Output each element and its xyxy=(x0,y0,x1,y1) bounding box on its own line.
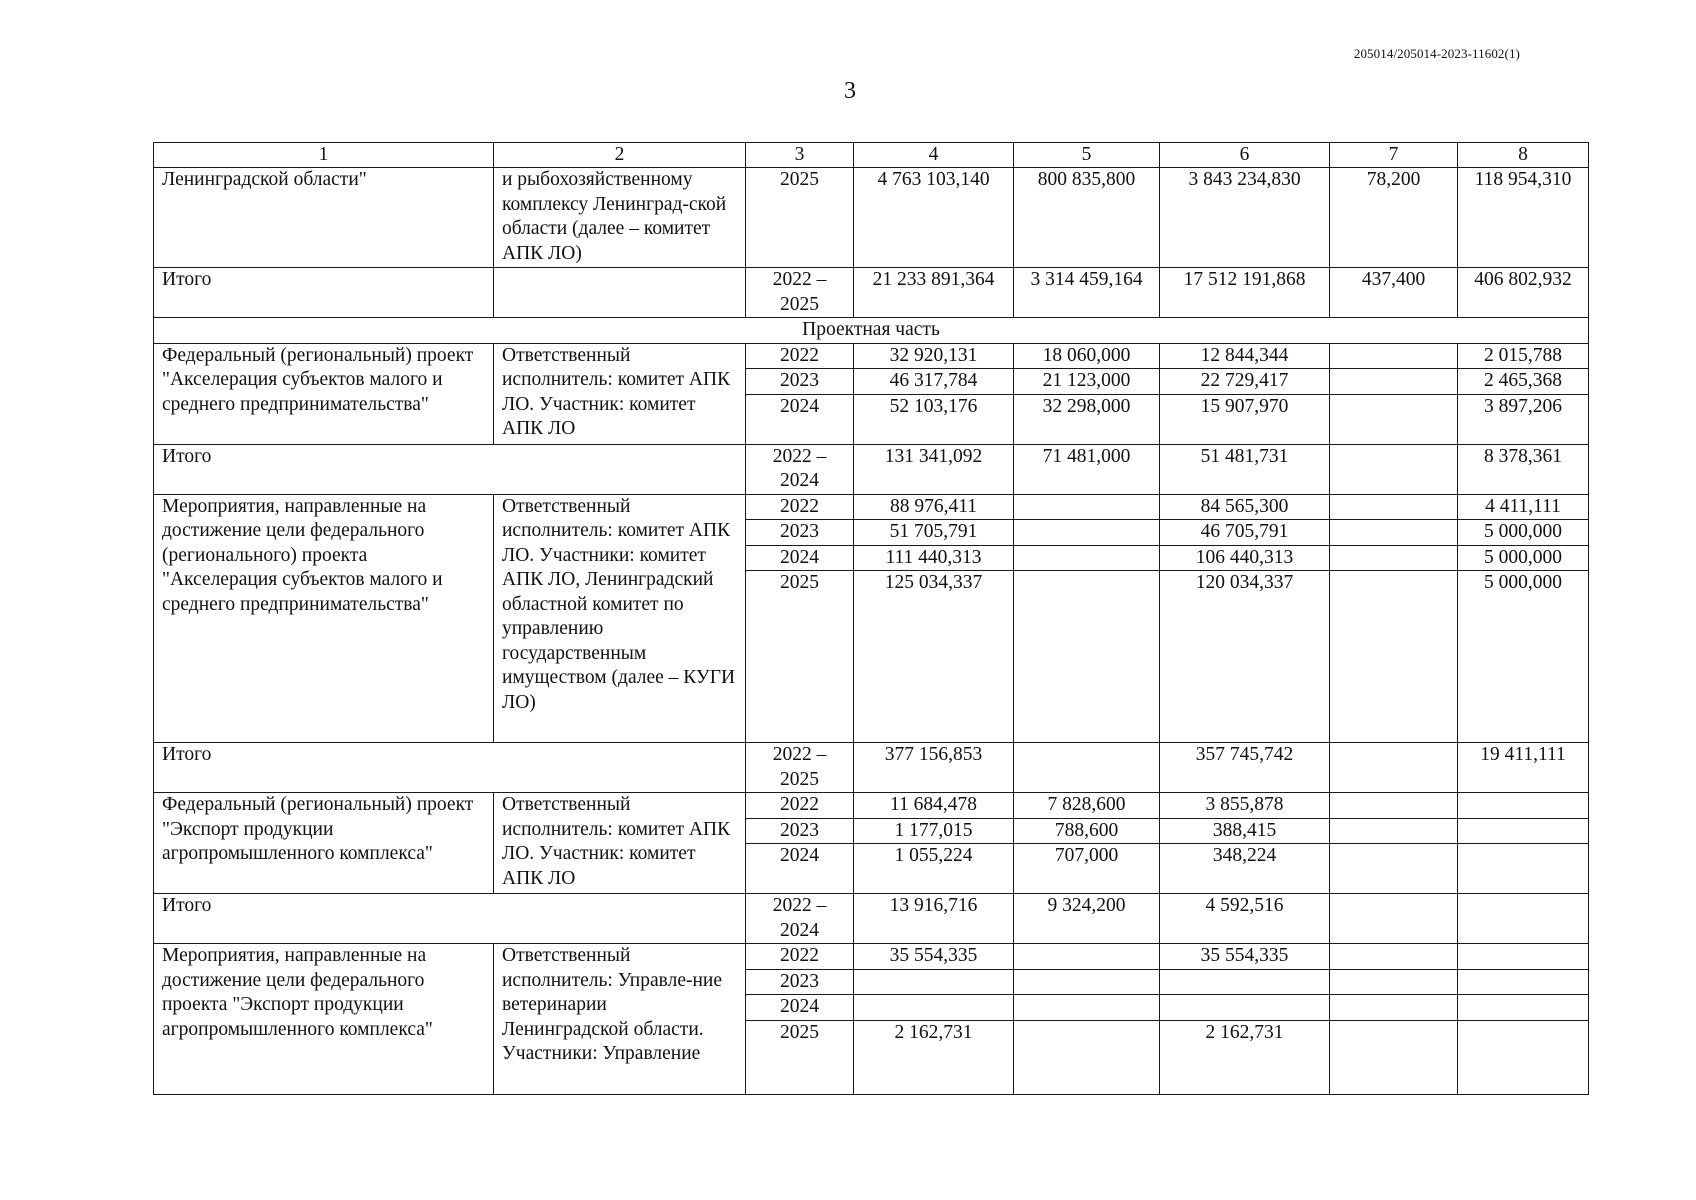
value-cell xyxy=(1458,818,1589,844)
value-cell xyxy=(1330,743,1458,793)
table-row xyxy=(154,168,1589,268)
value-cell xyxy=(1014,969,1160,995)
value-cell: 78,200 xyxy=(1330,168,1458,268)
total-row xyxy=(154,894,1589,944)
value-cell xyxy=(1014,545,1160,571)
value-cell xyxy=(1458,969,1589,995)
value-cell: 9 324,200 xyxy=(1014,894,1160,944)
empty-cell xyxy=(494,268,746,318)
total-label: Итого xyxy=(154,894,746,944)
value-cell: 21 233 891,364 xyxy=(854,268,1014,318)
table-row xyxy=(154,494,1589,520)
year-range-cell: 2022 – 2024 xyxy=(746,894,854,944)
value-cell: 5 000,000 xyxy=(1458,520,1589,546)
value-cell: 406 802,932 xyxy=(1458,268,1589,318)
value-cell: 437,400 xyxy=(1330,268,1458,318)
value-cell: 348,224 xyxy=(1160,844,1330,894)
section-title: Проектная часть xyxy=(154,318,1589,344)
year-cell: 2022 xyxy=(746,944,854,970)
value-cell: 1 177,015 xyxy=(854,818,1014,844)
value-cell xyxy=(1458,844,1589,894)
column-number-row xyxy=(154,143,1589,168)
year-cell: 2022 xyxy=(746,793,854,819)
year-cell: 2024 xyxy=(746,995,854,1021)
value-cell xyxy=(1330,995,1458,1021)
value-cell xyxy=(1458,793,1589,819)
value-cell xyxy=(1330,818,1458,844)
total-row xyxy=(154,268,1589,318)
value-cell xyxy=(1014,743,1160,793)
value-cell xyxy=(1160,969,1330,995)
year-cell: 2023 xyxy=(746,520,854,546)
value-cell xyxy=(1330,894,1458,944)
value-cell: 5 000,000 xyxy=(1458,545,1589,571)
value-cell: 5 000,000 xyxy=(1458,571,1589,743)
value-cell: 52 103,176 xyxy=(854,394,1014,444)
value-cell xyxy=(1330,1020,1458,1094)
col-number-4: 4 xyxy=(854,143,1014,168)
value-cell: 125 034,337 xyxy=(854,571,1014,743)
value-cell xyxy=(1458,995,1589,1021)
year-cell: 2023 xyxy=(746,969,854,995)
col-number-6: 6 xyxy=(1160,143,1330,168)
value-cell: 32 298,000 xyxy=(1014,394,1160,444)
year-cell: 2024 xyxy=(746,394,854,444)
value-cell: 17 512 191,868 xyxy=(1160,268,1330,318)
value-cell: 18 060,000 xyxy=(1014,343,1160,369)
document-id: 205014/205014-2023-11602(1) xyxy=(1353,46,1520,61)
budget-table xyxy=(153,142,1589,1095)
value-cell: 71 481,000 xyxy=(1014,444,1160,494)
row-name-cell: Мероприятия, направленные на достижение цели федерального проекта "Экспорт продукции агропромышленного комплекса" xyxy=(154,944,494,1095)
section-row xyxy=(154,318,1589,344)
col-number-3: 3 xyxy=(746,143,854,168)
year-cell: 2025 xyxy=(746,168,854,268)
value-cell xyxy=(1330,444,1458,494)
row-name-cell: Мероприятия, направленные на достижение цели федерального (регионального) проекта "Акселерация субъектов малого и среднего предпринимательства" xyxy=(154,494,494,743)
year-range-cell: 2022 – 2025 xyxy=(746,743,854,793)
year-cell: 2025 xyxy=(746,1020,854,1094)
value-cell xyxy=(1330,520,1458,546)
value-cell: 7 828,600 xyxy=(1014,793,1160,819)
row-executor-cell: Ответственный исполнитель: комитет АПК ЛО. Участник: комитет АПК ЛО xyxy=(494,793,746,894)
value-cell xyxy=(1330,793,1458,819)
year-cell: 2024 xyxy=(746,545,854,571)
col-number-2: 2 xyxy=(494,143,746,168)
row-executor-cell: и рыбохозяйственному комплексу Ленинград-ской области (далее – комитет АПК ЛО) xyxy=(494,168,746,268)
year-cell: 2025 xyxy=(746,571,854,743)
year-cell: 2024 xyxy=(746,844,854,894)
value-cell xyxy=(1458,1020,1589,1094)
value-cell: 111 440,313 xyxy=(854,545,1014,571)
value-cell: 2 465,368 xyxy=(1458,369,1589,395)
value-cell: 35 554,335 xyxy=(854,944,1014,970)
value-cell: 84 565,300 xyxy=(1160,494,1330,520)
value-cell: 88 976,411 xyxy=(854,494,1014,520)
value-cell: 21 123,000 xyxy=(1014,369,1160,395)
value-cell: 377 156,853 xyxy=(854,743,1014,793)
value-cell: 788,600 xyxy=(1014,818,1160,844)
value-cell xyxy=(1330,545,1458,571)
value-cell xyxy=(1458,894,1589,944)
col-number-1: 1 xyxy=(154,143,494,168)
value-cell xyxy=(1014,494,1160,520)
total-label: Итого xyxy=(154,444,746,494)
value-cell: 22 729,417 xyxy=(1160,369,1330,395)
value-cell xyxy=(1014,995,1160,1021)
value-cell: 120 034,337 xyxy=(1160,571,1330,743)
value-cell: 2 162,731 xyxy=(1160,1020,1330,1094)
row-executor-cell: Ответственный исполнитель: комитет АПК ЛО. Участник: комитет АПК ЛО xyxy=(494,343,746,444)
value-cell: 51 705,791 xyxy=(854,520,1014,546)
table-row xyxy=(154,343,1589,369)
col-number-5: 5 xyxy=(1014,143,1160,168)
value-cell: 32 920,131 xyxy=(854,343,1014,369)
value-cell xyxy=(1160,995,1330,1021)
row-executor-cell: Ответственный исполнитель: Управле-ние ветеринарии Ленинградской области. Участники: Управление xyxy=(494,944,746,1095)
value-cell: 8 378,361 xyxy=(1458,444,1589,494)
page-number: 3 xyxy=(844,78,856,104)
value-cell: 2 015,788 xyxy=(1458,343,1589,369)
value-cell: 357 745,742 xyxy=(1160,743,1330,793)
value-cell: 800 835,800 xyxy=(1014,168,1160,268)
total-label: Итого xyxy=(154,743,746,793)
value-cell xyxy=(1330,369,1458,395)
value-cell xyxy=(1458,944,1589,970)
value-cell: 35 554,335 xyxy=(1160,944,1330,970)
year-cell: 2022 xyxy=(746,343,854,369)
value-cell: 3 314 459,164 xyxy=(1014,268,1160,318)
value-cell xyxy=(1330,343,1458,369)
value-cell xyxy=(1014,520,1160,546)
value-cell xyxy=(1014,944,1160,970)
value-cell: 19 411,111 xyxy=(1458,743,1589,793)
value-cell xyxy=(1330,969,1458,995)
table-row xyxy=(154,793,1589,819)
value-cell: 3 897,206 xyxy=(1458,394,1589,444)
value-cell: 4 763 103,140 xyxy=(854,168,1014,268)
value-cell: 131 341,092 xyxy=(854,444,1014,494)
value-cell: 4 592,516 xyxy=(1160,894,1330,944)
year-cell: 2023 xyxy=(746,818,854,844)
row-name-cell: Ленинградской области" xyxy=(154,168,494,268)
value-cell xyxy=(1330,571,1458,743)
total-row xyxy=(154,444,1589,494)
value-cell: 15 907,970 xyxy=(1160,394,1330,444)
col-number-8: 8 xyxy=(1458,143,1589,168)
value-cell xyxy=(854,995,1014,1021)
value-cell: 707,000 xyxy=(1014,844,1160,894)
value-cell: 118 954,310 xyxy=(1458,168,1589,268)
year-cell: 2022 xyxy=(746,494,854,520)
value-cell: 46 317,784 xyxy=(854,369,1014,395)
total-row xyxy=(154,743,1589,793)
table-row xyxy=(154,944,1589,970)
row-name-cell: Федеральный (региональный) проект "Экспорт продукции агропромышленного комплекса" xyxy=(154,793,494,894)
value-cell xyxy=(1330,494,1458,520)
value-cell xyxy=(854,969,1014,995)
col-number-7: 7 xyxy=(1330,143,1458,168)
row-executor-cell: Ответственный исполнитель: комитет АПК ЛО. Участники: комитет АПК ЛО, Ленинградский областной комитет по управлению государственным имуществом (далее – КУГИ ЛО) xyxy=(494,494,746,743)
value-cell xyxy=(1330,944,1458,970)
value-cell: 388,415 xyxy=(1160,818,1330,844)
value-cell: 3 843 234,830 xyxy=(1160,168,1330,268)
value-cell: 1 055,224 xyxy=(854,844,1014,894)
value-cell xyxy=(1330,844,1458,894)
year-range-cell: 2022 – 2024 xyxy=(746,444,854,494)
total-label: Итого xyxy=(154,268,494,318)
value-cell: 46 705,791 xyxy=(1160,520,1330,546)
value-cell: 13 916,716 xyxy=(854,894,1014,944)
year-cell: 2023 xyxy=(746,369,854,395)
value-cell xyxy=(1330,394,1458,444)
value-cell: 51 481,731 xyxy=(1160,444,1330,494)
value-cell xyxy=(1014,1020,1160,1094)
value-cell: 106 440,313 xyxy=(1160,545,1330,571)
value-cell: 2 162,731 xyxy=(854,1020,1014,1094)
value-cell: 3 855,878 xyxy=(1160,793,1330,819)
row-name-cell: Федеральный (региональный) проект "Акселерация субъектов малого и среднего предпринимательства" xyxy=(154,343,494,444)
value-cell xyxy=(1014,571,1160,743)
value-cell: 12 844,344 xyxy=(1160,343,1330,369)
value-cell: 11 684,478 xyxy=(854,793,1014,819)
value-cell: 4 411,111 xyxy=(1458,494,1589,520)
year-range-cell: 2022 – 2025 xyxy=(746,268,854,318)
